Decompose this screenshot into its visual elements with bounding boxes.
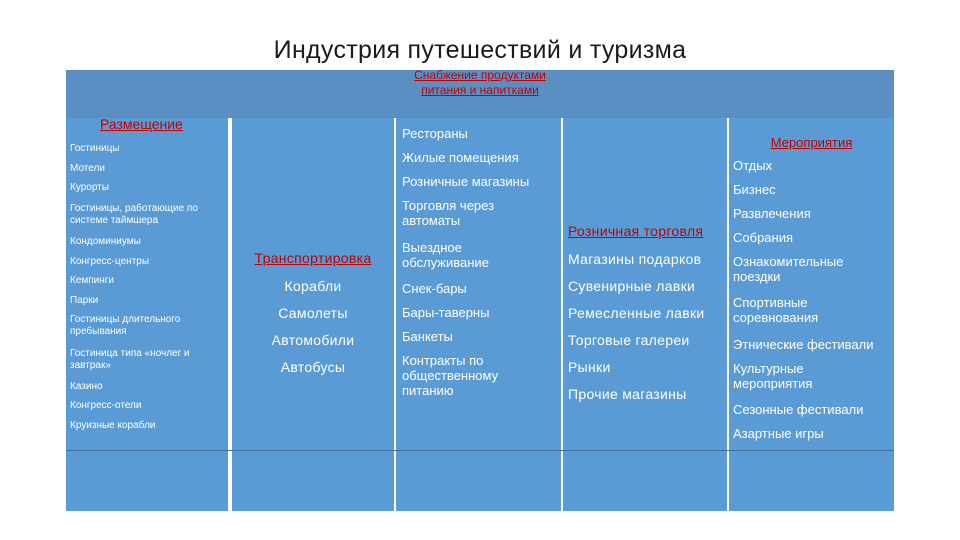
accommodation-heading: Размещение xyxy=(100,116,183,132)
events-item: Отдых xyxy=(733,158,773,173)
accommodation-item: Парки xyxy=(70,295,99,306)
events-item: Этнические фестивали xyxy=(733,337,874,352)
food-supply-item: Снек-бары xyxy=(402,281,467,296)
retail-item: Рынки xyxy=(568,359,611,375)
food-supply-item: Банкеты xyxy=(402,329,453,344)
accommodation-item: Мотели xyxy=(70,163,105,174)
row-divider xyxy=(66,450,894,451)
events-item: Сезонные фестивали xyxy=(733,402,864,417)
food-supply-item: Розничные магазины xyxy=(402,174,530,189)
events-item: Культурные мероприятия xyxy=(733,361,813,391)
accommodation-item: Круизные корабли xyxy=(70,420,156,431)
accommodation-item: Гостиница типа «ночлег и завтрак» xyxy=(70,348,190,371)
page-title: Индустрия путешествий и туризма xyxy=(273,36,687,64)
food-supply-heading: Снабжение продуктами питания и напитками xyxy=(414,68,546,97)
retail-heading: Розничная торговля xyxy=(568,223,704,239)
retail-item: Сувенирные лавки xyxy=(568,278,696,294)
accommodation-item: Курорты xyxy=(70,182,109,193)
accommodation-item: Гостиницы, работающие по системе таймшера xyxy=(70,203,198,226)
events-item: Спортивные соревнования xyxy=(733,295,819,325)
accommodation-item: Гостиницы длительного пребывания xyxy=(70,314,181,337)
events-item: Азартные игры xyxy=(733,426,824,441)
food-supply-item: Жилые помещения xyxy=(402,150,519,165)
transportation-item: Автобусы xyxy=(280,359,346,375)
retail-item: Торговые галереи xyxy=(568,332,690,348)
events-heading: Мероприятия xyxy=(770,135,853,150)
food-supply-item: Контракты по общественному питанию xyxy=(402,353,499,398)
accommodation-item: Конгресс-центры xyxy=(70,256,150,267)
events-item: Собрания xyxy=(733,230,794,245)
food-supply-item: Бары-таверны xyxy=(402,305,490,320)
accommodation-item: Конгресс-отели xyxy=(70,400,142,411)
events-item: Ознакомительные поездки xyxy=(733,254,844,284)
retail-item: Ремесленные лавки xyxy=(568,305,705,321)
food-supply-item: Рестораны xyxy=(402,126,468,141)
accommodation-item: Казино xyxy=(70,381,103,392)
transportation-item: Корабли xyxy=(284,278,342,294)
accommodation-item: Кемпинги xyxy=(70,275,115,286)
transportation-item: Самолеты xyxy=(278,305,348,321)
transportation-heading: Транспортировка xyxy=(254,250,372,266)
retail-item: Прочие магазины xyxy=(568,386,687,402)
food-supply-item: Выездное обслуживание xyxy=(402,240,489,270)
events-item: Бизнес xyxy=(733,182,776,197)
transportation-item: Автомобили xyxy=(271,332,355,348)
accommodation-item: Гостиницы xyxy=(70,143,120,154)
accommodation-item: Кондоминиумы xyxy=(70,236,141,247)
food-supply-item: Торговля через автоматы xyxy=(402,198,495,228)
retail-item: Магазины подарков xyxy=(568,251,702,267)
events-item: Развлечения xyxy=(733,206,811,221)
